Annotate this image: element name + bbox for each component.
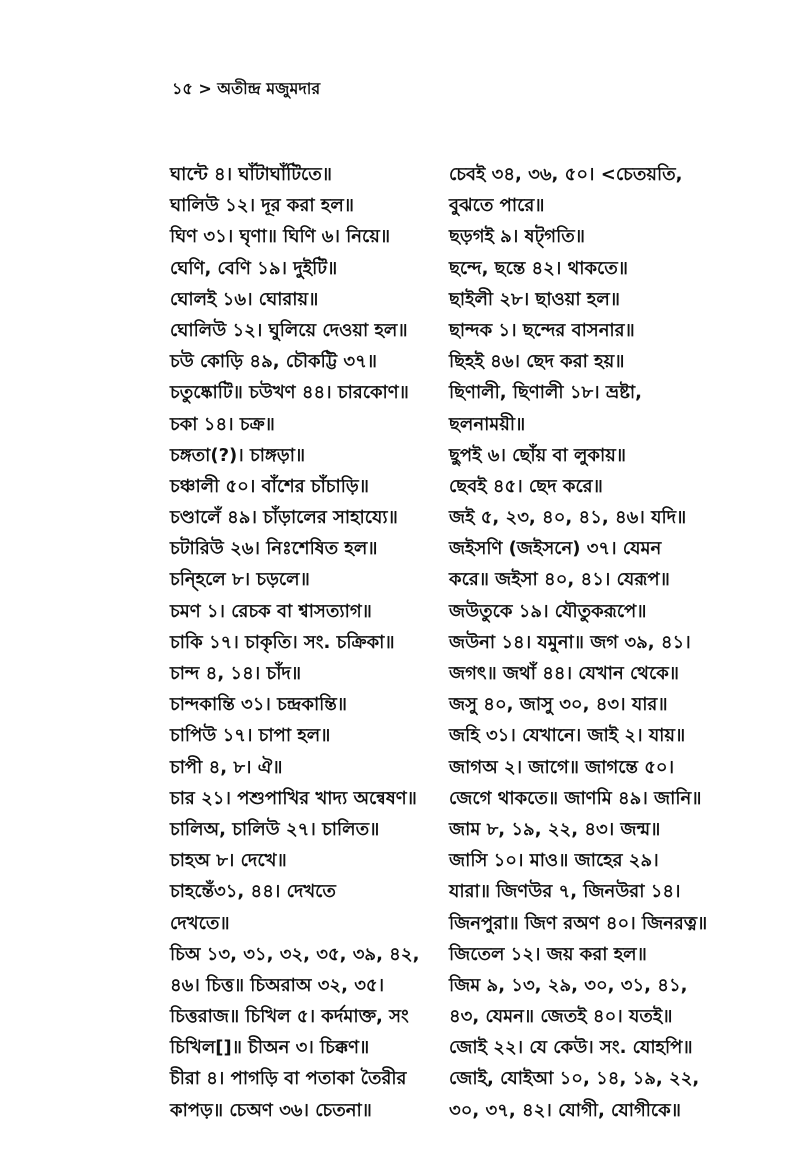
running-header: ১৫ > অতীন্দ্র মজুমদার xyxy=(172,79,321,98)
glossary-line: চিত্তরাজ॥ চিখিল ৫। কর্দমাক্ত, সং xyxy=(170,1006,409,1028)
glossary-line: জউনা ১৪। যমুনা॥ জগ ৩৯, ৪১। xyxy=(449,631,691,653)
glossary-line: ঘালিউ ১২। দূর করা হল॥ xyxy=(170,195,354,217)
glossary-line: চন্হিলে ৮। চড়লে॥ xyxy=(170,569,310,591)
glossary-line: ৪৩, যেমন॥ জেতই ৪০। যতই॥ xyxy=(449,1006,673,1028)
glossary-line: দেখতে॥ xyxy=(170,912,230,934)
glossary-line: চান্দ ৪, ১৪। চাঁদ॥ xyxy=(170,663,302,684)
glossary-line: যারা॥ জিণউর ৭, জিনউরা ১৪। xyxy=(449,881,681,903)
glossary-line: চাপিউ ১৭। চাপা হল॥ xyxy=(170,725,331,747)
glossary-line: জাম ৮, ১৯, ২২, ৪৩। জন্ম॥ xyxy=(449,818,661,840)
glossary-line: চিঅ ১৩, ৩১, ৩২, ৩৫, ৩৯, ৪২, xyxy=(170,943,420,965)
glossary-line: ছন্দে, ছন্তে ৪২। থাকতে॥ xyxy=(449,257,628,279)
glossary-line: চটারিউ ২৬। নিঃশেষিত হল॥ xyxy=(170,538,378,560)
glossary-line: জই ৫, ২৩, ৪০, ৪১, ৪৬। যদি॥ xyxy=(449,507,687,529)
glossary-line: জিতেল ১২। জয় করা হল॥ xyxy=(449,943,647,965)
glossary-line: জউতুকে ১৯। যৌতুকরূপে॥ xyxy=(449,600,647,622)
glossary-line: চীরা ৪। পাগড়ি বা পতাকা তৈরীর xyxy=(170,1068,407,1090)
glossary-line: ছিহই ৪৬। ছেদ করা হয়॥ xyxy=(449,351,625,373)
glossary-line: বুঝতে পারে॥ xyxy=(449,195,545,217)
glossary-line: ঘান্টে ৪। ঘাঁটাঘাঁটিতে॥ xyxy=(170,164,332,185)
glossary-line: চাপী ৪, ৮। ঐ॥ xyxy=(170,756,283,778)
glossary-line: চকা ১৪। চক্র॥ xyxy=(170,413,275,435)
glossary-line: ঘোলিউ ১২। ঘুলিয়ে দেওয়া হল॥ xyxy=(170,319,408,341)
glossary-line: চমণ ১। রেচক বা শ্বাসত্যাগ॥ xyxy=(170,600,372,622)
glossary-line: ছেবই ৪৫। ছেদ করে॥ xyxy=(449,475,603,497)
glossary-line: জগৎ॥ জথাঁ ৪৪। যেখান থেকে॥ xyxy=(449,663,679,684)
glossary-line: ছড়গই ৯। ষট্গতি॥ xyxy=(449,226,585,248)
glossary-column-right xyxy=(449,159,749,1126)
glossary-line: কাপড়॥ চেঅণ ৩৬। চেতনা॥ xyxy=(170,1099,372,1121)
glossary-line: চউ কোড়ি ৪৯, চৌকট্টি ৩৭॥ xyxy=(170,351,377,373)
glossary-line: ৪৬। চিত্ত॥ চিঅরাঅ ৩২, ৩৫। xyxy=(170,974,385,996)
glossary-line: জাগঅ ২। জাগে॥ জাগন্তে ৫০। xyxy=(449,756,675,778)
glossary-line: ঘিণ ৩১। ঘৃণা॥ ঘিণি ৬। নিয়ে॥ xyxy=(170,226,391,248)
glossary-line: চাহন্তেঁ৩১, ৪৪। দেখতে xyxy=(170,881,336,903)
glossary-line: জোই ২২। যে কেউ। সং. যোহপি॥ xyxy=(449,1037,693,1059)
glossary-line: চণ্ডালেঁ ৪৯। চাঁড়ালের সাহায্যে॥ xyxy=(170,507,398,529)
glossary-line: চিখিল[]॥ চীঅন ৩। চিক্কণ॥ xyxy=(170,1037,370,1059)
glossary-line: জসু ৪০, জাসু ৩০, ৪৩। যার॥ xyxy=(449,694,668,716)
glossary-line: করে॥ জইসা ৪০, ৪১। যেরূপ॥ xyxy=(449,569,670,591)
glossary-line: জিনপুরা॥ জিণ রঅণ ৪০। জিনরত্ন॥ xyxy=(449,912,708,934)
glossary-line: চঙ্গতা(?)। চাঙ্গড়া॥ xyxy=(170,444,306,466)
glossary-line: জিম ৯, ১৩, ২৯, ৩০, ৩১, ৪১, xyxy=(449,974,688,996)
glossary-line: ছুপই ৬। ছোঁয় বা লুকায়॥ xyxy=(449,444,626,466)
glossary-line: চার ২১। পশুপাখির খাদ্য অন্বেষণ॥ xyxy=(170,787,417,809)
glossary-line: চান্দকান্তি ৩১। চন্দ্রকান্তি॥ xyxy=(170,694,347,716)
glossary-line: চাহঅ ৮। দেখে॥ xyxy=(170,850,287,872)
glossary-line: জহি ৩১। যেখানে। জাই ২। যায়॥ xyxy=(449,725,686,747)
glossary-line: চতুষ্কোটি॥ চউখণ ৪৪। চারকোণ॥ xyxy=(170,382,409,404)
glossary-line: ঘোলই ১৬। ঘোরায়॥ xyxy=(170,288,319,310)
glossary-line: ৩০, ৩৭, ৪২। যোগী, যোগীকে॥ xyxy=(449,1099,681,1121)
glossary-line: ছাইলী ২৮। ছাওয়া হল॥ xyxy=(449,288,620,310)
glossary-line: চঞ্চালী ৫০। বাঁশের চাঁচাড়ি॥ xyxy=(170,475,369,497)
glossary-line: জোই, যোইআ ১০, ১৪, ১৯, ২২, xyxy=(449,1068,700,1090)
glossary-line: জইসণি (জইসনে) ৩৭। যেমন xyxy=(449,538,662,560)
glossary-column-left xyxy=(170,159,438,1126)
glossary-line: জেগে থাকতে॥ জাণমি ৪৯। জানি॥ xyxy=(449,787,702,809)
glossary-line: চেবই ৩৪, ৩৬, ৫০। <চেতয়তি, xyxy=(449,164,683,185)
glossary-line: ছলনাময়ী॥ xyxy=(449,413,526,435)
glossary-line: ছান্দক ১। ছন্দের বাসনার॥ xyxy=(449,319,635,341)
glossary-line: জাসি ১০। মাও॥ জাহের ২৯। xyxy=(449,850,659,872)
glossary-line: ছিণালী, ছিণালী ১৮। ভ্রষ্টা, xyxy=(449,382,642,404)
glossary-line: ঘেণি, বেণি ১৯। দুইটি॥ xyxy=(170,257,338,279)
glossary-line: চালিঅ, চালিউ ২৭। চালিত॥ xyxy=(170,818,380,840)
glossary-line: চাকি ১৭। চাকৃতি। সং. চক্রিকা॥ xyxy=(170,631,395,653)
